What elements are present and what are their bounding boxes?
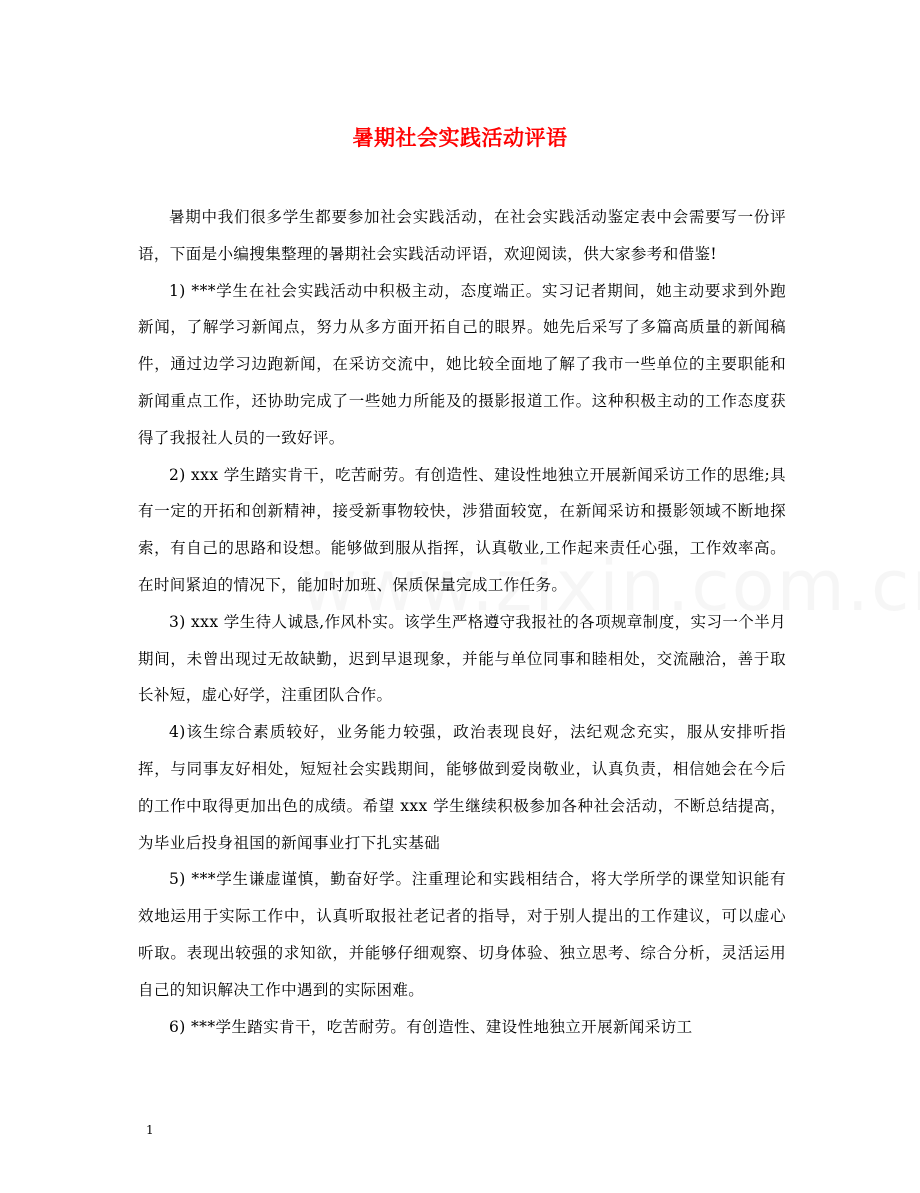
comment-paragraph-6: 6) ***学生踏实肯干，吃苦耐劳。有创造性、建设性地独立开展新闻采访工 — [169, 1017, 693, 1036]
comment-paragraph-4: 4)该生综合素质较好，业务能力较强，政治表现良好，法纪观念充实，服从安排听指挥，与同事友好相处，短短社会实践期间，能够做到爱岗敬业，认真负责，相信她会在今后的工作中取得更加出色的成绩。希望 xxx 学生继续积极参加各种社会活动，不断总结提高，为毕业后投身祖国的新闻事业打下扎实基础 — [138, 723, 786, 852]
page-number: 1 — [146, 1123, 154, 1137]
document-title: 暑期社会实践活动评语 — [352, 125, 568, 150]
comment-paragraph-2: 2) xxx 学生踏实肯干，吃苦耐劳。有创造性、建设性地独立开展新闻采访工作的思维;具有一定的开拓和创新精神，接受新事物较快，涉猎面较宽，在新闻采访和摄影领域不断地探索，有自己的思路和设想。能够做到服从指挥，认真敬业,工作起来责任心强，工作效率高。在时间紧迫的情况下，能加时加班、保质保量完成工作任务。 — [138, 465, 786, 594]
comment-paragraph-5: 5) ***学生谦虚谨慎，勤奋好学。注重理论和实践相结合，将大学所学的课堂知识能有效地运用于实际工作中，认真听取报社老记者的指导，对于别人提出的工作建议，可以虚心听取。表现出较强的求知欲，并能够仔细观察、切身体验、独立思考、综合分析，灵活运用自己的知识解决工作中遇到的实际困难。 — [138, 870, 786, 999]
comment-paragraph-1: 1) ***学生在社会实践活动中积极主动，态度端正。实习记者期间，她主动要求到外跑新闻，了解学习新闻点，努力从多方面开拓自己的眼界。她先后采写了多篇高质量的新闻稿件，通过边学习边跑新闻，在采访交流中，她比较全面地了解了我市一些单位的主要职能和新闻重点工作，还协助完成了一些她力所能及的摄影报道工作。这种积极主动的工作态度获得了我报社人员的一致好评。 — [138, 281, 786, 447]
document-body — [138, 199, 786, 1045]
comment-paragraph-3: 3) xxx 学生待人诚恳,作风朴实。该学生严格遵守我报社的各项规章制度，实习一个半月期间，未曾出现过无故缺勤，迟到早退现象，并能与单位同事和睦相处，交流融洽，善于取长补短，虚心好学，注重团队合作。 — [138, 612, 786, 705]
intro-paragraph: 暑期中我们很多学生都要参加社会实践活动，在社会实践活动鉴定表中会需要写一份评语，下面是小编搜集整理的暑期社会实践活动评语，欢迎阅读，供大家参考和借鉴! — [138, 208, 786, 263]
